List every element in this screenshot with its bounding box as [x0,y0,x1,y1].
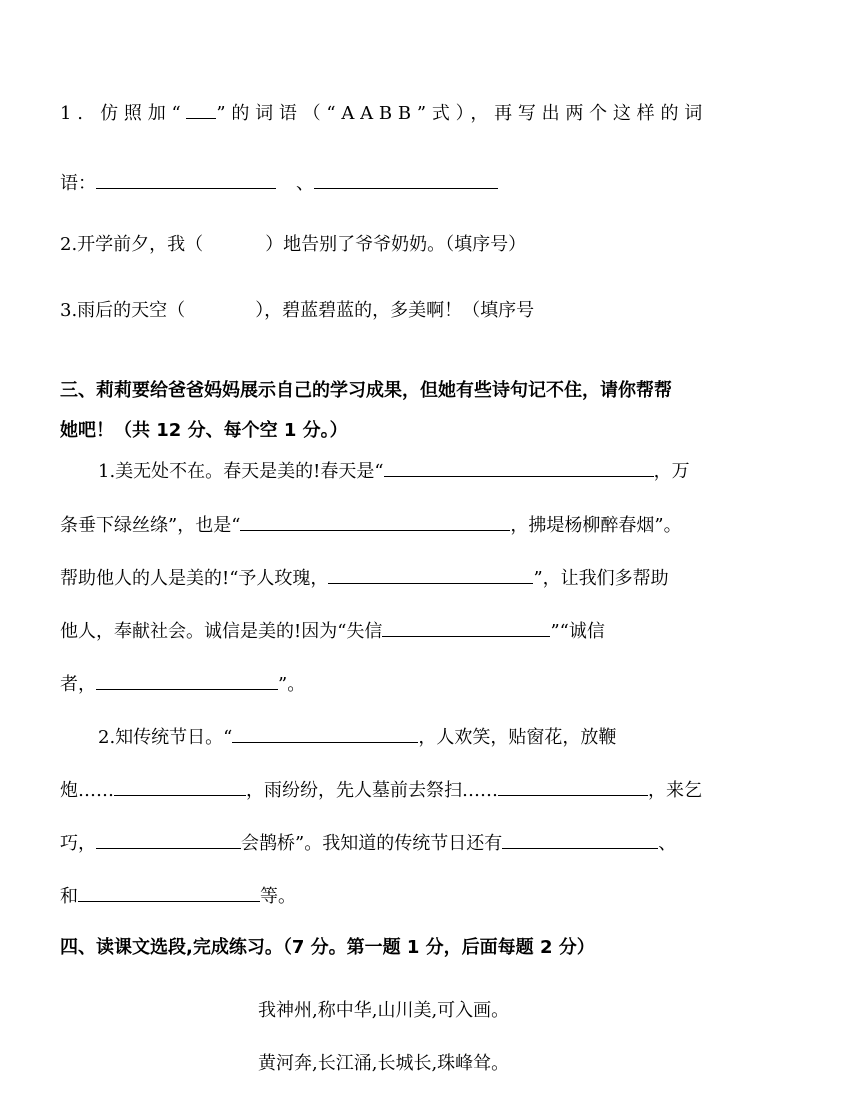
s3-p2-blank-5[interactable] [502,830,658,849]
q1-answer-blank-2[interactable] [314,170,498,189]
q3-line [60,298,756,324]
section3-heading-line-2 [60,418,756,444]
s3-p2-line-1: 2.知传统节日。“ ，人欢笑，贴窗花，放鞭 [98,724,756,750]
s3-p2-blank-4[interactable] [96,830,241,849]
section3-heading-line-1 [60,378,756,404]
q1-line-2 [60,170,756,196]
s3-p1-line-2: 条垂下绿丝绦”，也是“ ，拂堤杨柳醉春烟”。 [60,512,756,538]
q2-text-a: 2.开学前夕，我（ [60,234,204,255]
q1-example-blank[interactable] [186,100,216,119]
q1-text-b: ”的词语（“AABB”式），再写出两个这样的词 [216,103,708,124]
s3-p2-blank-1[interactable] [232,724,418,743]
s3-p1-blank-5[interactable] [96,671,278,690]
s3-p2-blank-2[interactable] [114,777,246,796]
q2-line [60,232,756,258]
s3-p1-blank-1[interactable] [384,458,654,477]
q1-separator: 、 [296,173,314,194]
q3-text-a: 3.雨后的天空（ [60,300,186,321]
s3-p2-blank-3[interactable] [498,777,648,796]
s3-p1-blank-3[interactable] [328,565,533,584]
q2-text-b: ）地告别了爷爷奶奶。（填序号） [265,234,527,255]
poem-line-1: 我神州,称中华,山川美,可入画。 [258,1000,510,1021]
s3-p1-line-4: 他人，奉献社会。诚信是美的!因为“失信 ”“诚信 [60,618,756,644]
s3-p1-line-3: 帮助他人的人是美的!“予人玫瑰， ”，让我们多帮助 [60,565,756,591]
q1-text-a: 1. 仿照加“ [60,103,187,124]
q3-text-b: ），碧蓝碧蓝的，多美啊！（填序号 [255,300,535,321]
s3-p1-line-1: 1.美无处不在。春天是美的!春天是“ ，万 [98,458,756,484]
section4-heading-text: 四、读课文选段,完成练习。（7 分。第一题 1 分，后面每题 2 分） [60,937,595,958]
s3-p2-line-4: 和 等。 [60,883,756,909]
s3-p2-line-2: 炮…… ，雨纷纷，先人墓前去祭扫…… ，来乞 [60,777,756,803]
section4-heading [60,935,756,961]
s3-p1-line-5: 者， ”。 [60,671,756,697]
poem-line-2: 黄河奔,长江涌,长城长,珠峰耸。 [258,1053,510,1074]
section3-heading-text-1: 三、莉莉要给爸爸妈妈展示自己的学习成果，但她有些诗句记不住，请你帮帮 [60,380,672,401]
s3-p1-blank-2[interactable] [240,512,510,531]
q1-answer-blank-1[interactable] [96,170,276,189]
s3-p1-blank-4[interactable] [382,618,550,637]
s3-p2-line-3: 巧， 会鹊桥”。我知道的传统节日还有 、 [60,830,756,856]
q1-label: 语： [60,173,96,194]
q1-line-1 [60,100,756,126]
s3-p2-blank-6[interactable] [78,883,260,902]
section3-heading-text-2: 她吧！（共 12 分、每个空 1 分。） [60,420,348,441]
